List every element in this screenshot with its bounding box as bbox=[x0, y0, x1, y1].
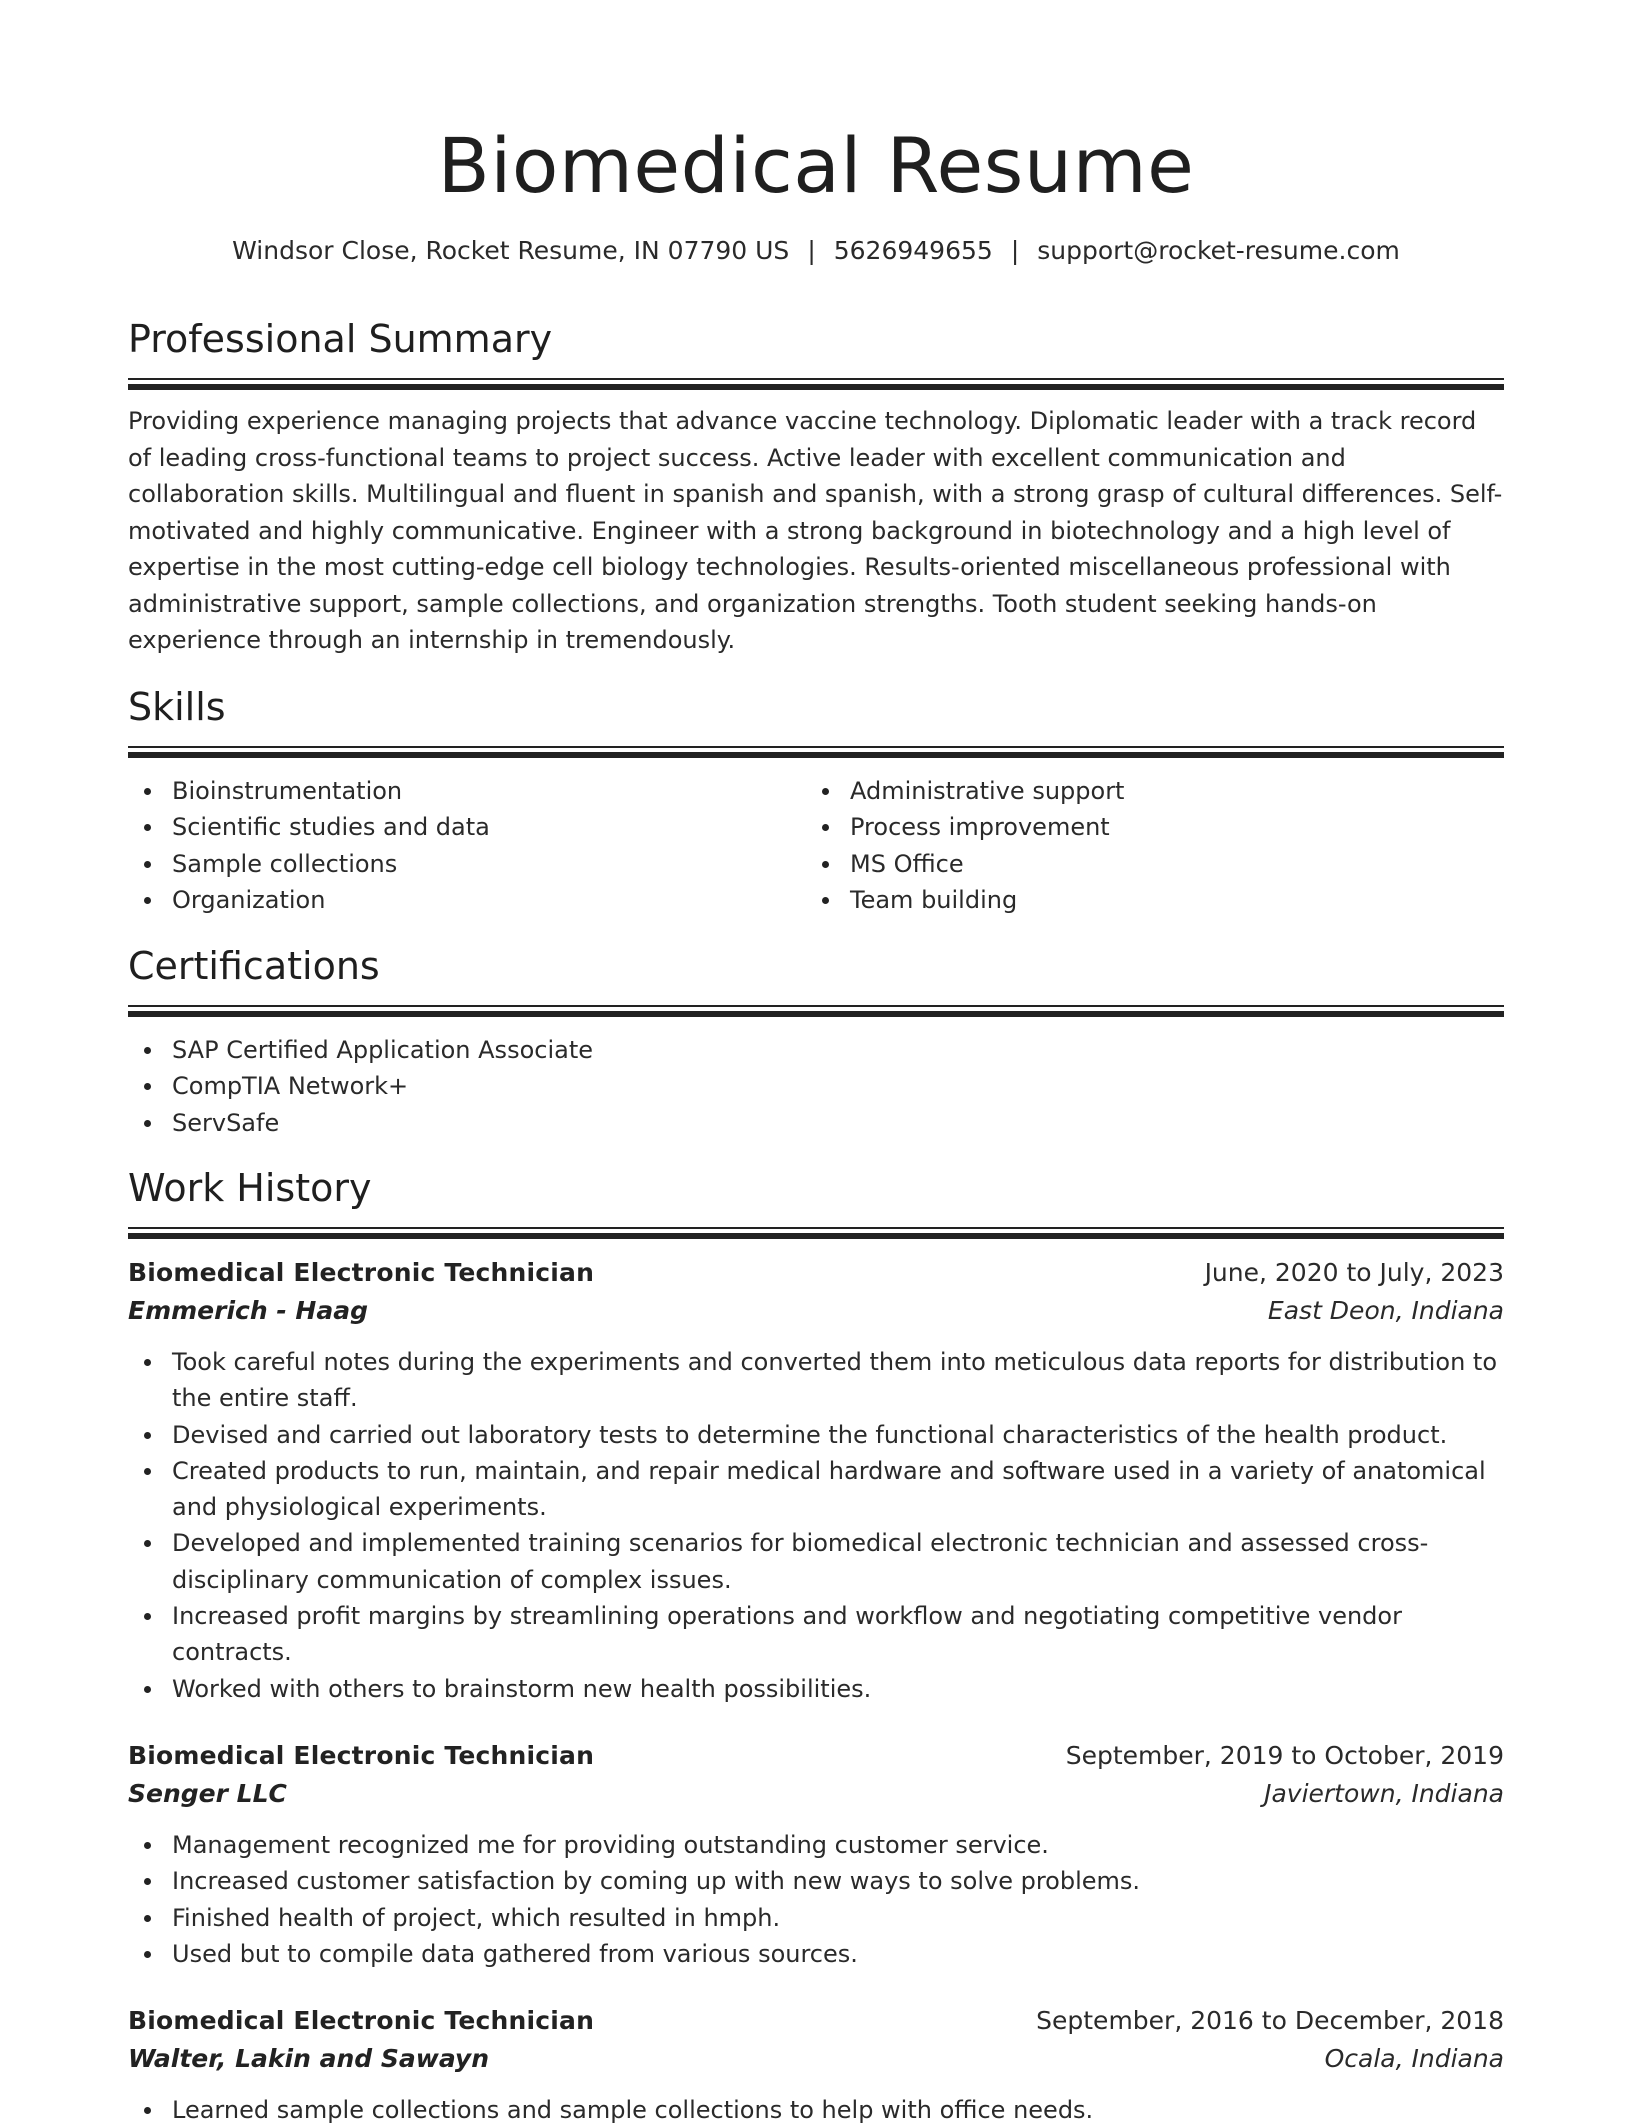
skill-item: Bioinstrumentation bbox=[128, 773, 806, 809]
job-location: Ocala, Indiana bbox=[1324, 2044, 1504, 2074]
job-location: East Deon, Indiana bbox=[1267, 1296, 1504, 1325]
skills-column-left bbox=[128, 773, 806, 918]
section-heading: Professional Summary bbox=[128, 317, 553, 361]
job-bullet: Increased customer satisfaction by coming up with new ways to solve problems. bbox=[128, 1863, 1504, 1899]
job-subheader bbox=[128, 1292, 1504, 1330]
job-title: Biomedical Electronic Technician bbox=[128, 1740, 595, 1770]
skills-grid bbox=[128, 773, 1504, 918]
job-bullets bbox=[128, 1344, 1504, 1707]
job-bullet: Management recognized me for providing outstanding customer service. bbox=[128, 1827, 1504, 1863]
job-dates: September, 2019 to October, 2019 bbox=[1065, 1740, 1504, 1770]
job-bullet: Created products to run, maintain, and repair medical hardware and software used in a variety of anatomical and physiological experiments. bbox=[128, 1453, 1504, 1526]
skill-item: Process improvement bbox=[806, 809, 1484, 845]
section-divider bbox=[128, 746, 1504, 757]
section-heading: Skills bbox=[128, 685, 226, 729]
section-skills bbox=[128, 684, 1504, 918]
contact-address: Windsor Close, Rocket Resume, IN 07790 US bbox=[232, 236, 790, 265]
section-divider bbox=[128, 1227, 1504, 1238]
section-divider bbox=[128, 378, 1504, 389]
job-entry bbox=[128, 2002, 1504, 2128]
skill-item: Sample collections bbox=[128, 846, 806, 882]
job-bullet: Worked with others to brainstorm new health possibilities. bbox=[128, 1671, 1504, 1707]
section-professional-summary bbox=[128, 316, 1504, 659]
job-subheader bbox=[128, 2040, 1504, 2078]
skills-column-right bbox=[806, 773, 1484, 918]
contact-phone: 5626949655 bbox=[833, 236, 993, 265]
section-heading: Work History bbox=[128, 1166, 372, 1210]
summary-text: Providing experience managing projects that advance vaccine technology. Diplomatic leader with a track record of leading cross-functional teams to project success. Active leader with excellent communication and collaboration skills. Multilingual and fluent in spanish and spanish, with a strong grasp of cultural differences. Self-motivated and highly communicative. Engineer with a strong background in biotechnology and a high level of expertise in the most cutting-edge cell biology technologies. Results-oriented miscellaneous professional with administrative support, sample collections, and organization strengths. Tooth student seeking hands-on experience through an internship in tremendously. bbox=[128, 407, 1503, 654]
job-bullet: Learned sample collections and sample collections to help with office needs. bbox=[128, 2092, 1504, 2128]
resume-title: Biomedical Resume bbox=[437, 121, 1195, 210]
skill-item: Team building bbox=[806, 882, 1484, 918]
job-bullet: Used but to compile data gathered from various sources. bbox=[128, 1936, 1504, 1972]
contact-line bbox=[128, 234, 1504, 268]
job-entry bbox=[128, 1254, 1504, 1707]
job-header bbox=[128, 1254, 1504, 1292]
job-company: Walter, Lakin and Sawayn bbox=[128, 2044, 490, 2074]
contact-email[interactable]: support@rocket-resume.com bbox=[1037, 236, 1400, 265]
certification-item: ServSafe bbox=[128, 1105, 1504, 1141]
job-bullets bbox=[128, 2092, 1504, 2128]
job-header bbox=[128, 1737, 1504, 1775]
job-bullets bbox=[128, 1827, 1504, 1972]
skill-item: Organization bbox=[128, 882, 806, 918]
job-bullet: Took careful notes during the experiments and converted them into meticulous data reports for distribution to the entire staff. bbox=[128, 1344, 1504, 1417]
job-bullet: Devised and carried out laboratory tests to determine the functional characteristics of the health product. bbox=[128, 1417, 1504, 1453]
certification-item: CompTIA Network+ bbox=[128, 1068, 1504, 1104]
job-title: Biomedical Electronic Technician bbox=[128, 2006, 595, 2036]
section-certifications bbox=[128, 943, 1504, 1141]
contact-separator: | bbox=[1010, 236, 1020, 265]
job-bullet: Developed and implemented training scenarios for biomedical electronic technician and assessed cross-disciplinary communication of complex issues. bbox=[128, 1525, 1504, 1598]
job-dates: June, 2020 to July, 2023 bbox=[1204, 1258, 1504, 1287]
section-work-history bbox=[128, 1165, 1504, 2128]
job-header bbox=[128, 2002, 1504, 2040]
certifications-list bbox=[128, 1032, 1504, 1141]
section-heading: Certifications bbox=[128, 944, 380, 988]
resume-page bbox=[128, 0, 1504, 2125]
job-dates: September, 2016 to December, 2018 bbox=[1036, 2006, 1504, 2036]
section-divider bbox=[128, 1005, 1504, 1016]
job-title: Biomedical Electronic Technician bbox=[128, 1258, 595, 1287]
job-entry bbox=[128, 1737, 1504, 1972]
job-bullet: Increased profit margins by streamlining operations and workflow and negotiating competitive vendor contracts. bbox=[128, 1598, 1504, 1671]
skill-item: Scientific studies and data bbox=[128, 809, 806, 845]
skill-item: Administrative support bbox=[806, 773, 1484, 809]
job-company: Senger LLC bbox=[128, 1778, 287, 1808]
certification-item: SAP Certified Application Associate bbox=[128, 1032, 1504, 1068]
job-bullet: Finished health of project, which resulted in hmph. bbox=[128, 1900, 1504, 1936]
skill-item: MS Office bbox=[806, 846, 1484, 882]
job-company: Emmerich - Haag bbox=[128, 1296, 368, 1325]
job-location: Javiertown, Indiana bbox=[1264, 1778, 1504, 1808]
contact-separator: | bbox=[807, 236, 816, 265]
job-subheader bbox=[128, 1775, 1504, 1813]
